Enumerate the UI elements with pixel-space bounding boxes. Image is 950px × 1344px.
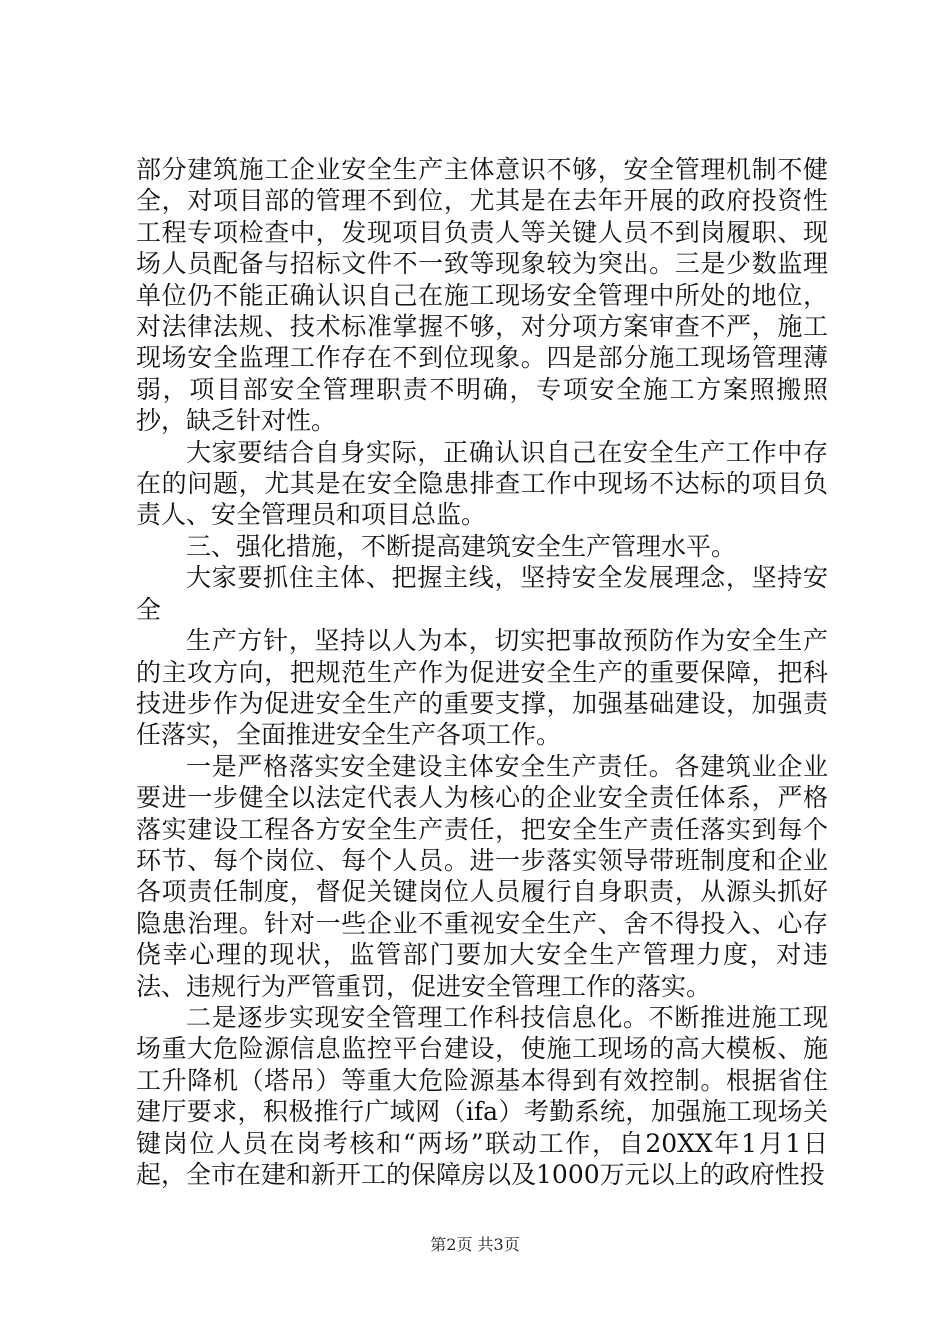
paragraph-4: 大家要抓住主体、把握主线，坚持安全发展理念，坚持安全 xyxy=(136,563,828,624)
paragraph-1: 部分建筑施工企业安全生产主体意识不够，安全管理机制不健全，对项目部的管理不到位，尤其是在去年开展的政府投资性工程专项检查中，发现项目负责人等关键人员不到岗履职、现场人员配备与招标文件不一致等现象较为突出。三是少数监理单位仍不能正确认识自己在施工现场安全管理中所处的地位，对法律法规、技术标准掌握不够，对分项方案审查不严，施工现场安全监理工作存在不到位现象。四是部分施工现场管理薄弱，项目部安全管理职责不明确，专项安全施工方案照搬照抄，缺乏针对性。 xyxy=(136,155,828,436)
page-footer: 第2页 共3页 xyxy=(430,1235,520,1254)
document-body xyxy=(136,154,828,1190)
paragraph-6: 一是严格落实安全建设主体安全生产责任。各建筑业企业要进一步健全以法定代表人为核心的企业安全责任体系，严格落实建设工程各方安全生产责任，把安全生产责任落实到每个环节、每个岗位、每个人员。进一步落实领导带班制度和企业各项责任制度，督促关键岗位人员履行自身职责，从源头抓好隐患治理。针对一些企业不重视安全生产、舍不得投入、心存侥幸心理的现状，监管部门要加大安全生产管理力度，对违法、违规行为严管重罚，促进安全管理工作的落实。 xyxy=(136,751,828,1001)
paragraph-2: 大家要结合自身实际，正确认识自己在安全生产工作中存在的问题，尤其是在安全隐患排查工作中现场不达标的项目负责人、安全管理员和项目总监。 xyxy=(136,437,828,530)
section-heading-3: 三、强化措施，不断提高建筑安全生产管理水平。 xyxy=(186,531,737,561)
paragraph-5: 生产方针，坚持以人为本，切实把事故预防作为安全生产的主攻方向，把规范生产作为促进安全生产的重要保障，把科技进步作为促进安全生产的重要支撑，加强基础建设，加强责任落实，全面推进安全生产各项工作。 xyxy=(136,626,828,750)
paragraph-7: 二是逐步实现安全管理工作科技信息化。不断推进施工现场重大危险源信息监控平台建设，使施工现场的高大模板、施工升降机（塔吊）等重大危险源基本得到有效控制。根据省住建厅要求，积极推行广域网（ifa）考勤系统，加强施工现场关键岗位人员在岗考核和“两场”联动工作，自20XX年1月1日起，全市在建和新开工的保障房以及1000万元以上的政府性投 xyxy=(136,1002,828,1189)
